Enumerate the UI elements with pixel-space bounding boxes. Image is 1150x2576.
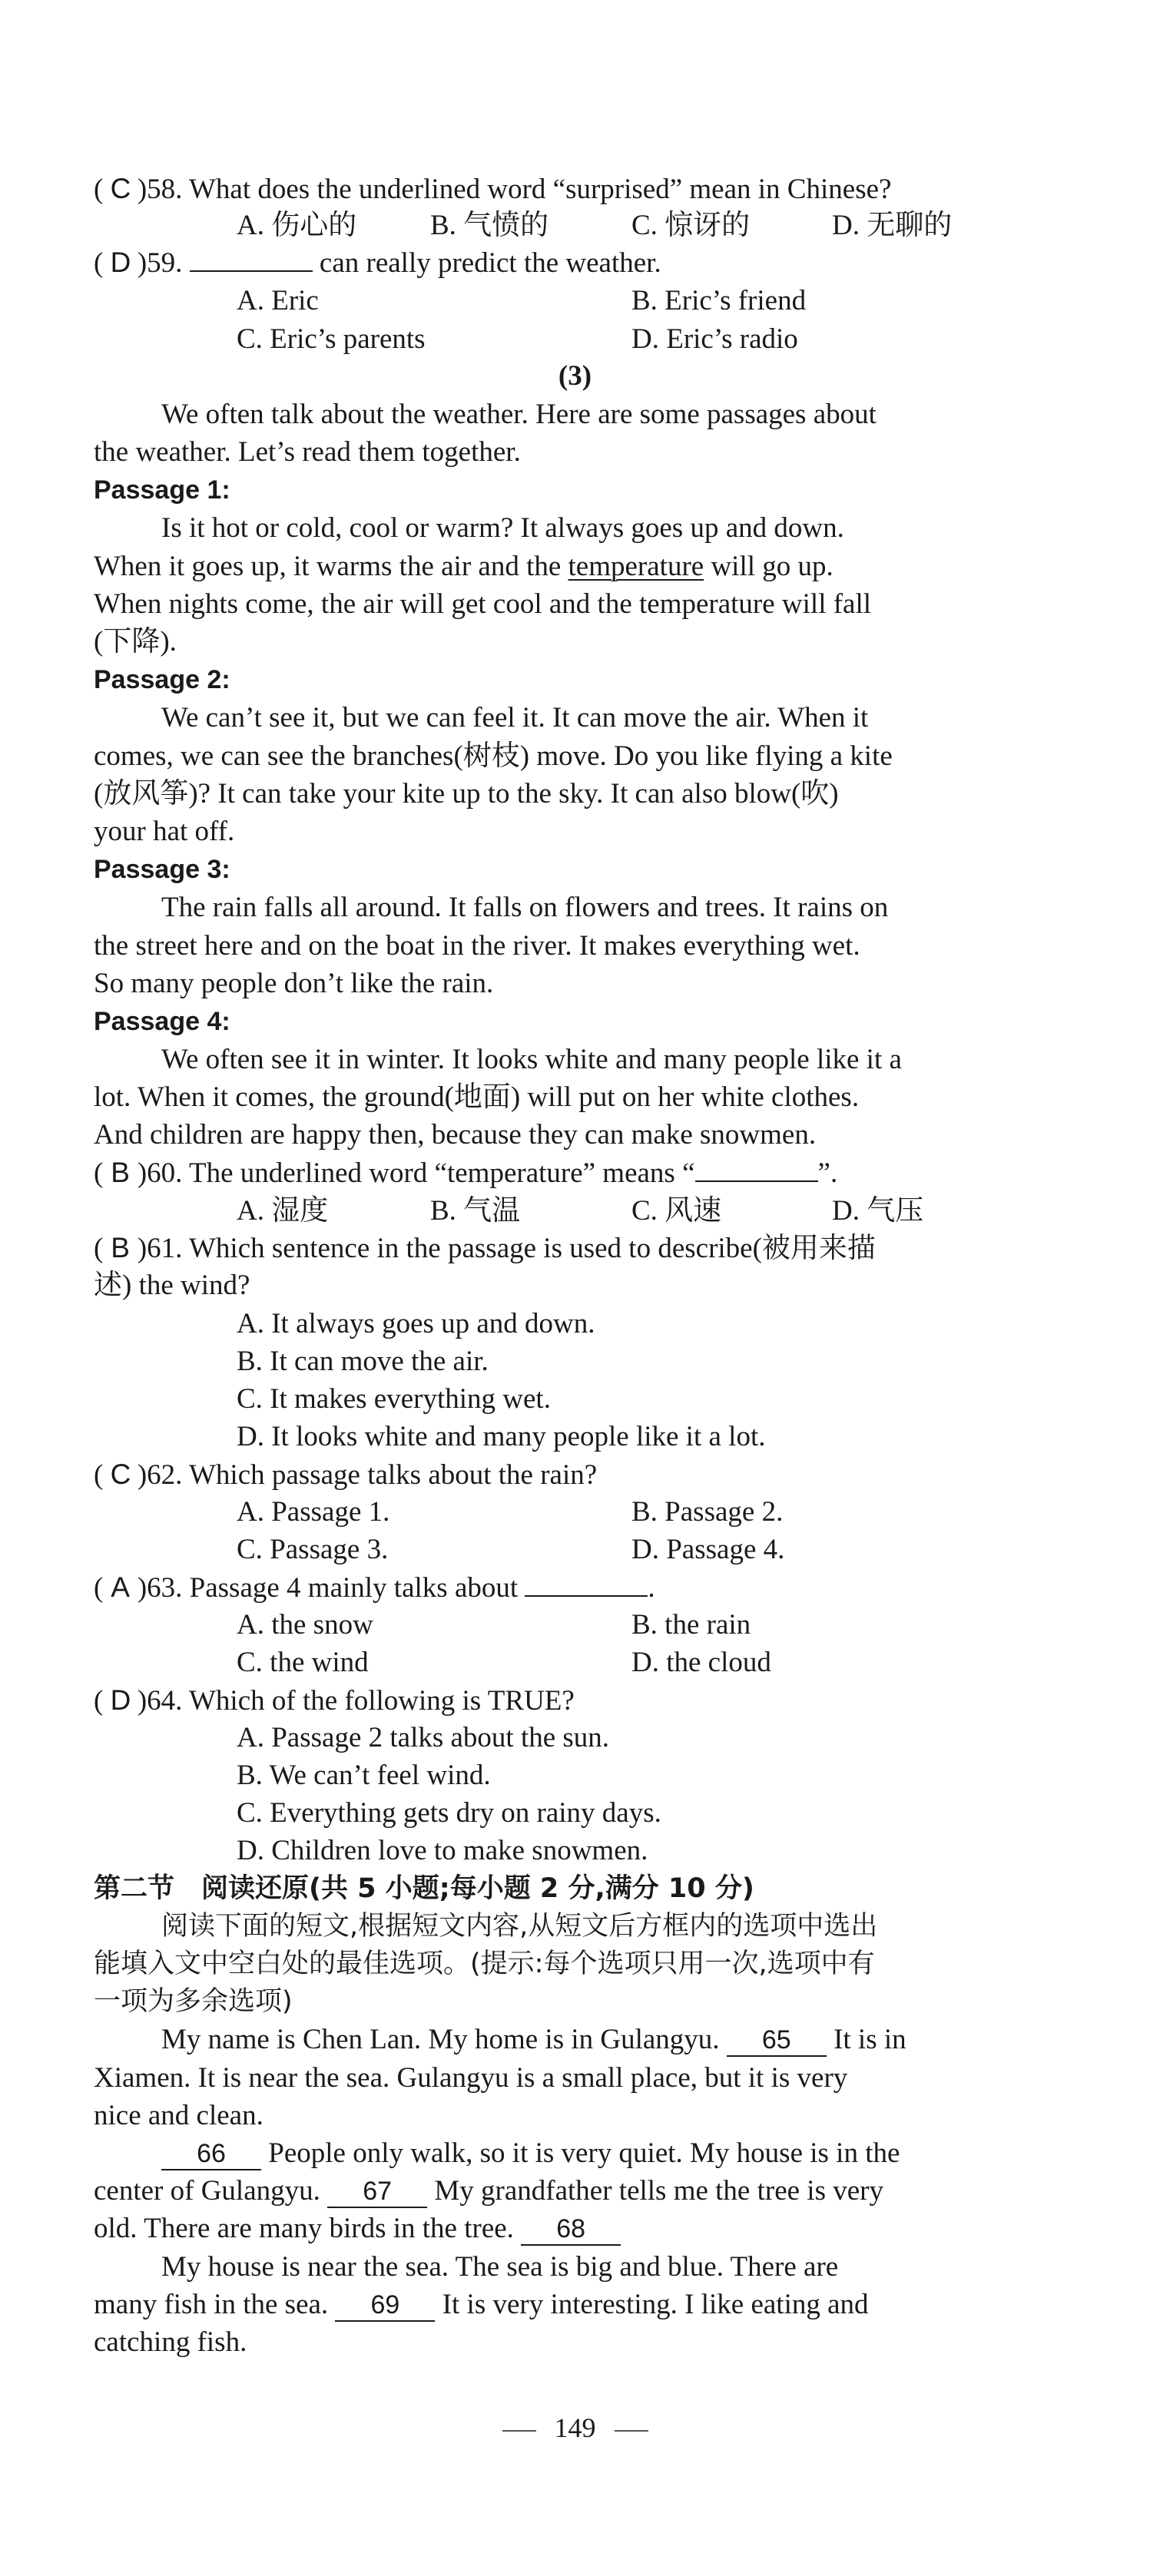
option-c: C. Everything gets dry on rainy days. [237, 1797, 661, 1829]
option-b: B. the rain [631, 1609, 751, 1641]
answer-59: D [110, 247, 131, 278]
answer-61: B [111, 1232, 130, 1263]
blank-65: 65 [727, 2025, 827, 2057]
question-60: ( B )60. The underlined word “temperature” means “ ”. [94, 1154, 837, 1192]
story-line: My house is near the sea. The sea is big and blue. There are [161, 2251, 839, 2283]
story-line: catching fish. [94, 2326, 247, 2358]
story-line: nice and clean. [94, 2100, 263, 2131]
story-line: center of Gulangyu. 67 My grandfather tells me the tree is very [94, 2175, 883, 2207]
option-a: A. Passage 1. [237, 1496, 390, 1528]
question-number: 64 [147, 1685, 176, 1717]
answer-blank [190, 244, 313, 272]
option-c: C. Passage 3. [237, 1534, 389, 1565]
passage-3-line: The rain falls all around. It falls on flowers and trees. It rains on [161, 892, 889, 923]
dash [615, 2430, 648, 2432]
question-number: 60 [147, 1157, 176, 1189]
passage-2-line: comes, we can see the branches(树枝) move. Do you like flying a kite [94, 740, 893, 772]
option-c: C. 惊讶的 [631, 210, 751, 241]
section-2-title: 第二节 阅读还原(共 5 小题;每小题 2 分,满分 10 分) [94, 1873, 754, 1904]
answer-blank [525, 1569, 648, 1597]
passage-3-line: So many people don’t like the rain. [94, 968, 494, 999]
option-b: B. It can move the air. [237, 1346, 489, 1377]
passage-4-line: We often see it in winter. It looks white and many people like it a [161, 1044, 902, 1075]
option-d: D. Passage 4. [631, 1534, 785, 1565]
blank-68: 68 [521, 2213, 621, 2246]
option-b: B. 气温 [430, 1195, 521, 1227]
intro-line: We often talk about the weather. Here are some passages about [161, 399, 877, 430]
passage-2-line: your hat off. [94, 816, 235, 847]
question-58: ( C )58. What does the underlined word “surprised” mean in Chinese? [94, 171, 891, 208]
story-line: old. There are many birds in the tree. 68 [94, 2210, 621, 2247]
question-64: ( D )64. Which of the following is TRUE? [94, 1682, 575, 1720]
blank-69: 69 [335, 2290, 435, 2322]
option-c: C. It makes everything wet. [237, 1383, 551, 1415]
passage-2-line: We can’t see it, but we can feel it. It can move the air. When it [161, 702, 869, 733]
question-number: 58 [147, 174, 176, 205]
passage-4-line: lot. When it comes, the ground(地面) will put on her white clothes. [94, 1081, 860, 1113]
answer-62: C [110, 1459, 131, 1490]
story-line: many fish in the sea. 69 It is very interesting. I like eating and [94, 2289, 869, 2320]
question-number: 62 [147, 1459, 176, 1491]
section-title: (3) [558, 360, 592, 392]
option-a: A. 湿度 [237, 1195, 329, 1227]
story-line: Xiamen. It is near the sea. Gulangyu is a small place, but it is very [94, 2062, 848, 2094]
story-line: 66 People only walk, so it is very quiet. My house is in the [161, 2135, 900, 2172]
passage-1-line: Is it hot or cold, cool or warm? It always goes up and down. [161, 512, 844, 544]
question-61-cont: 述) the wind? [94, 1270, 250, 1301]
answer-60: B [111, 1157, 130, 1188]
option-d: D. 气压 [832, 1195, 924, 1227]
question-number: 59 [147, 247, 176, 279]
passage-1-line: (下降). [94, 626, 177, 657]
passage-3-label: Passage 3: [94, 855, 230, 884]
blank-67: 67 [327, 2176, 427, 2208]
question-number: 61 [147, 1233, 176, 1264]
passage-1-line: When it goes up, it warms the air and the temperature will go up. [94, 551, 834, 582]
option-c: C. 风速 [631, 1195, 722, 1227]
story-line: My name is Chen Lan. My home is in Gulangyu. 65 It is in [161, 2024, 906, 2055]
passage-2-line: (放风筝)? It can take your kite up to the sky. It can also blow(吹) [94, 778, 839, 810]
option-d: D. It looks white and many people like it a lot. [237, 1421, 766, 1452]
option-c: C. the wind [237, 1647, 369, 1678]
page-number: 149 [0, 2412, 1150, 2444]
passage-1-label: Passage 1: [94, 475, 230, 505]
option-d: D. 无聊的 [832, 210, 953, 241]
option-a: A. It always goes up and down. [237, 1308, 595, 1339]
option-d: D. Eric’s radio [631, 323, 798, 355]
option-b: B. We can’t feel wind. [237, 1760, 491, 1791]
question-62: ( C )62. Which passage talks about the rain? [94, 1456, 597, 1494]
question-61: ( B )61. Which sentence in the passage is used to describe(被用来描 [94, 1230, 876, 1267]
option-b: B. Passage 2. [631, 1496, 784, 1528]
passage-1-line: When nights come, the air will get cool and the temperature will fall [94, 588, 872, 620]
question-stem: What does the underlined word “surprised” mean in Chinese? [189, 174, 892, 205]
question-number: 63 [147, 1572, 176, 1604]
answer-64: D [110, 1684, 131, 1716]
intro-line: the weather. Let’s read them together. [94, 436, 521, 468]
passage-4-line: And children are happy then, because they can make snowmen. [94, 1119, 817, 1151]
option-a: A. Eric [237, 285, 319, 316]
section-2-instructions: 一项为多余选项) [94, 1986, 293, 2017]
option-d: D. Children love to make snowmen. [237, 1835, 648, 1866]
option-b: B. Eric’s friend [631, 285, 807, 316]
passage-3-line: the street here and on the boat in the river. It makes everything wet. [94, 930, 860, 962]
option-b: B. 气愤的 [430, 210, 549, 241]
underlined-word: temperature [568, 551, 704, 582]
question-stem: can really predict the weather. [319, 247, 661, 279]
question-63: ( A )63. Passage 4 mainly talks about . [94, 1569, 655, 1607]
option-a: A. the snow [237, 1609, 373, 1641]
passage-2-label: Passage 2: [94, 665, 230, 694]
question-59: ( D )59. can really predict the weather. [94, 244, 661, 282]
option-d: D. the cloud [631, 1647, 771, 1678]
option-c: C. Eric’s parents [237, 323, 426, 355]
option-a: A. Passage 2 talks about the sun. [237, 1722, 610, 1753]
passage-4-label: Passage 4: [94, 1007, 230, 1036]
dash [502, 2430, 536, 2432]
answer-blank [695, 1154, 818, 1182]
answer-63: A [111, 1571, 130, 1603]
blank-66: 66 [161, 2138, 261, 2170]
option-a: A. 伤心的 [237, 210, 357, 241]
section-2-instructions: 能填入文中空白处的最佳选项。(提示:每个选项只用一次,选项中有 [94, 1949, 875, 1979]
section-2-instructions: 阅读下面的短文,根据短文内容,从短文后方框内的选项中选出 [161, 1911, 878, 1942]
answer-58: C [110, 173, 131, 204]
